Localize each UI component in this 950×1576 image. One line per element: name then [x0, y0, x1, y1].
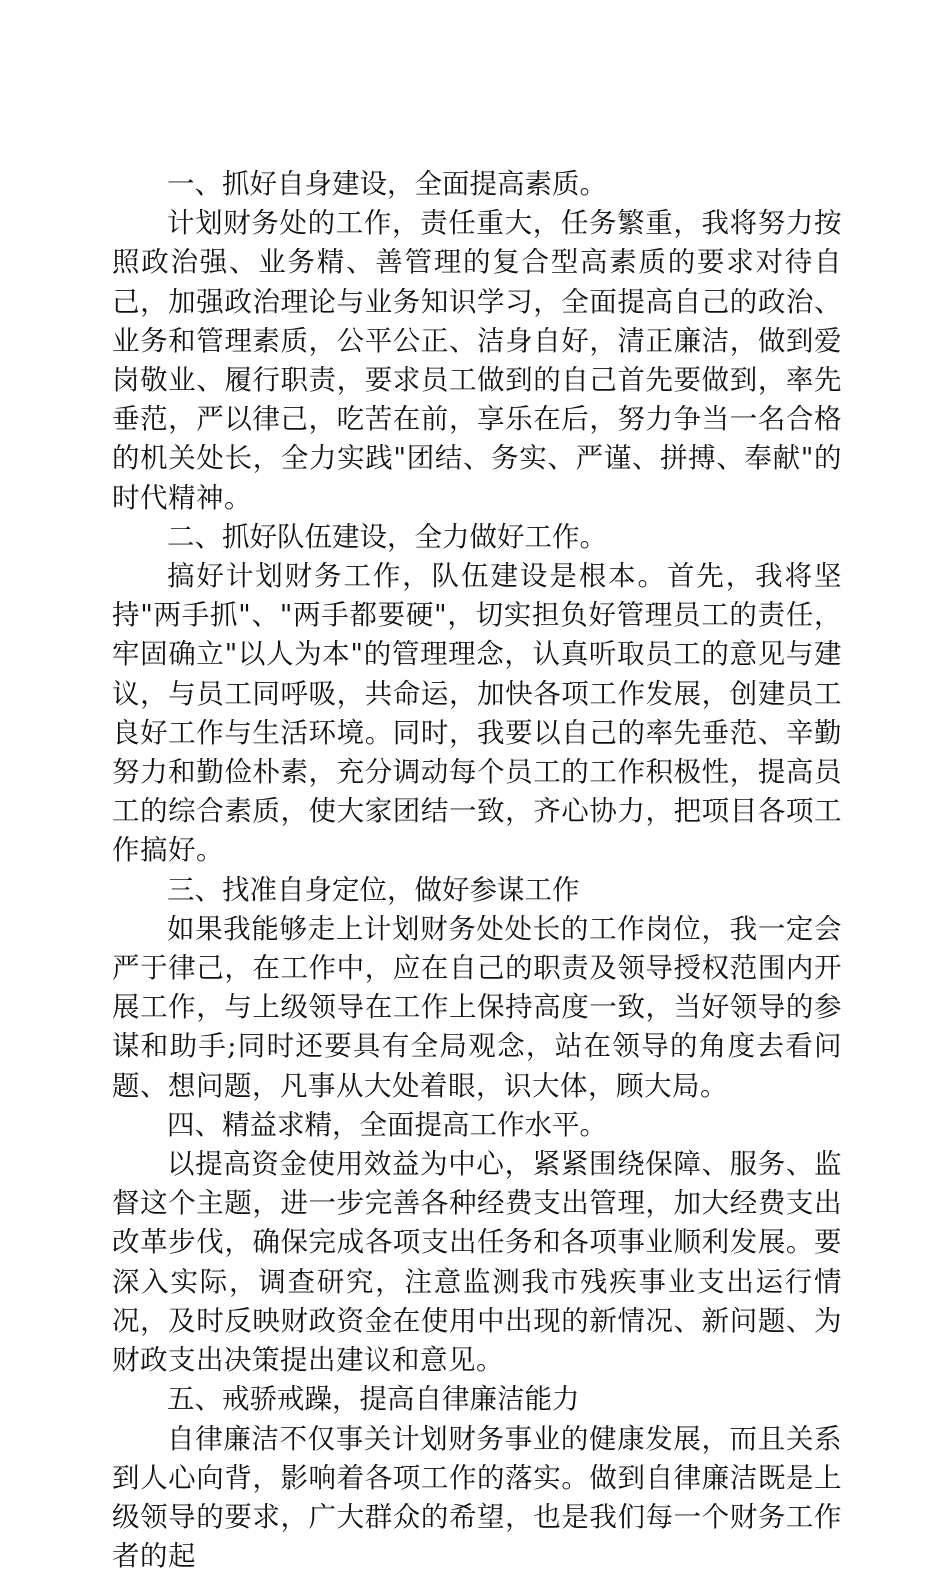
section-2-body: 搞好计划财务工作，队伍建设是根本。首先，我将坚持"两手抓"、"两手都要硬"，切实担负好管理员工的责任，牢固确立"以人为本"的管理理念，认真听取员工的意见与建议，与员工同呼吸，共命运，加快各项工作发展，创建员工良好工作与生活环境。同时，我要以自己的率先垂范、辛勤努力和勤俭朴素，充分调动每个员工的工作积极性，提高员工的综合素质，使大家团结一致，齐心协力，把项目各项工作搞好。 — [112, 557, 842, 871]
section-4-body: 以提高资金使用效益为中心，紧紧围绕保障、服务、监督这个主题，进一步完善各种经费支出管理，加大经费支出改革步伐，确保完成各项支出任务和各项事业顺利发展。要深入实际，调查研究，注意监测我市残疾事业支出运行情况，及时反映财政资金在使用中出现的新情况、新问题、为财政支出决策提出建议和意见。 — [112, 1145, 842, 1380]
section-5-heading: 五、戒骄戒躁，提高自律廉洁能力 — [112, 1380, 842, 1419]
section-1-heading: 一、抓好自身建设，全面提高素质。 — [112, 165, 842, 204]
section-1-body: 计划财务处的工作，责任重大，任务繁重，我将努力按照政治强、业务精、善管理的复合型高素质的要求对待自己，加强政治理论与业务知识学习，全面提高自己的政治、业务和管理素质，公平公正、洁身自好，清正廉洁，做到爱岗敬业、履行职责，要求员工做到的自己首先要做到，率先垂范，严以律己，吃苦在前，享乐在后，努力争当一名合格的机关处长，全力实践"团结、务实、严谨、拼搏、奉献"的时代精神。 — [112, 204, 842, 518]
section-4-heading: 四、精益求精，全面提高工作水平。 — [112, 1106, 842, 1145]
section-5-body: 自律廉洁不仅事关计划财务事业的健康发展，而且关系到人心向背，影响着各项工作的落实。做到自律廉洁既是上级领导的要求，广大群众的希望，也是我们每一个财务工作者的起 — [112, 1420, 842, 1576]
document-page — [112, 165, 842, 1576]
section-3-body: 如果我能够走上计划财务处处长的工作岗位，我一定会严于律己，在工作中，应在自己的职责及领导授权范围内开展工作，与上级领导在工作上保持高度一致，当好领导的参谋和助手;同时还要具有全局观念，站在领导的角度去看问题、想问题，凡事从大处着眼，识大体，顾大局。 — [112, 910, 842, 1106]
section-3-heading: 三、找准自身定位，做好参谋工作 — [112, 871, 842, 910]
section-2-heading: 二、抓好队伍建设，全力做好工作。 — [112, 518, 842, 557]
